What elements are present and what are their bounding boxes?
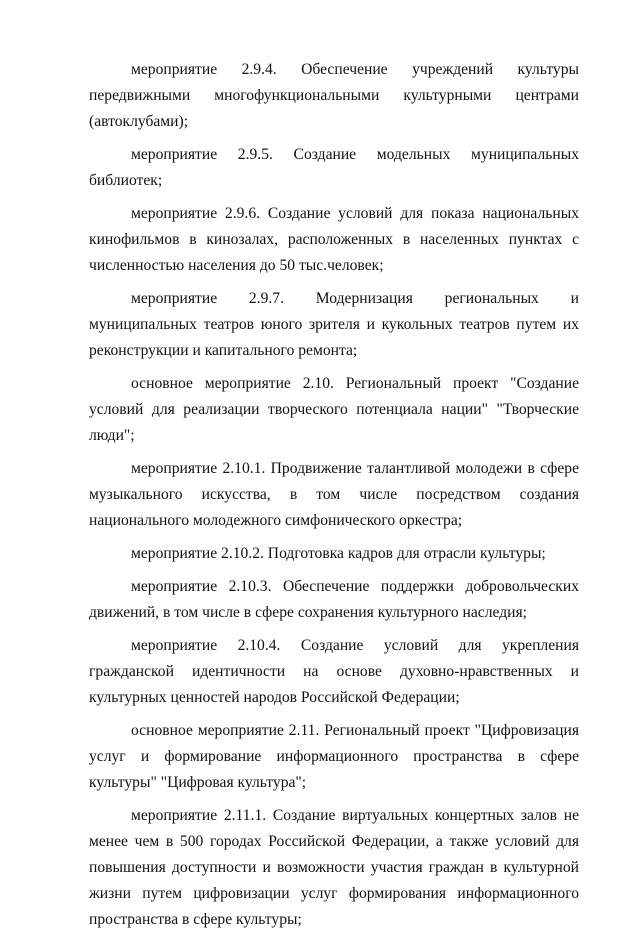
paragraph-main-2-11: основное мероприятие 2.11. Региональный проект "Цифровизация услуг и формирование информационного пространства в сфере культуры" "Цифровая культура"; — [89, 722, 579, 791]
paragraph-2-10-1: мероприятие 2.10.1. Продвижение талантливой молодежи в сфере музыкального искусства, в том числе посредством создания национального молодежного симфонического оркестра; — [89, 460, 579, 529]
paragraph-2-10-2: мероприятие 2.10.2. Подготовка кадров для отрасли культуры; — [131, 545, 546, 562]
paragraph-main-2-10: основное мероприятие 2.10. Региональный проект "Создание условий для реализации творческого потенциала нации" "Творческие люди"; — [89, 375, 579, 444]
paragraph-2-9-4: мероприятие 2.9.4. Обеспечение учреждений культуры передвижными многофункциональными культурными центрами (автоклубами); — [89, 61, 579, 130]
paragraph-2-9-6: мероприятие 2.9.6. Создание условий для показа национальных кинофильмов в кинозалах, расположенных в населенных пунктах с численностью населения до 50 тыс.человек; — [89, 205, 579, 274]
paragraph-2-11-1: мероприятие 2.11.1. Создание виртуальных концертных залов не менее чем в 500 городах Российской Федерации, а также условий для повышения доступности и возможности участия граждан в культурной жизни путем цифровизации услуг формирования информационного пространства в сфере культуры; — [89, 807, 579, 928]
paragraph-2-9-7: мероприятие 2.9.7. Модернизация региональных и муниципальных театров юного зрителя и кукольных театров путем их реконструкции и капитального ремонта; — [89, 290, 579, 359]
paragraph-2-10-4: мероприятие 2.10.4. Создание условий для укрепления гражданской идентичности на основе духовно-нравственных и культурных ценностей народов Российской Федерации; — [89, 637, 579, 706]
paragraph-2-10-3: мероприятие 2.10.3. Обеспечение поддержки добровольческих движений, в том числе в сфере сохранения культурного наследия; — [89, 578, 579, 621]
document-page — [89, 57, 579, 940]
paragraph-2-9-5: мероприятие 2.9.5. Создание модельных муниципальных библиотек; — [89, 146, 579, 189]
